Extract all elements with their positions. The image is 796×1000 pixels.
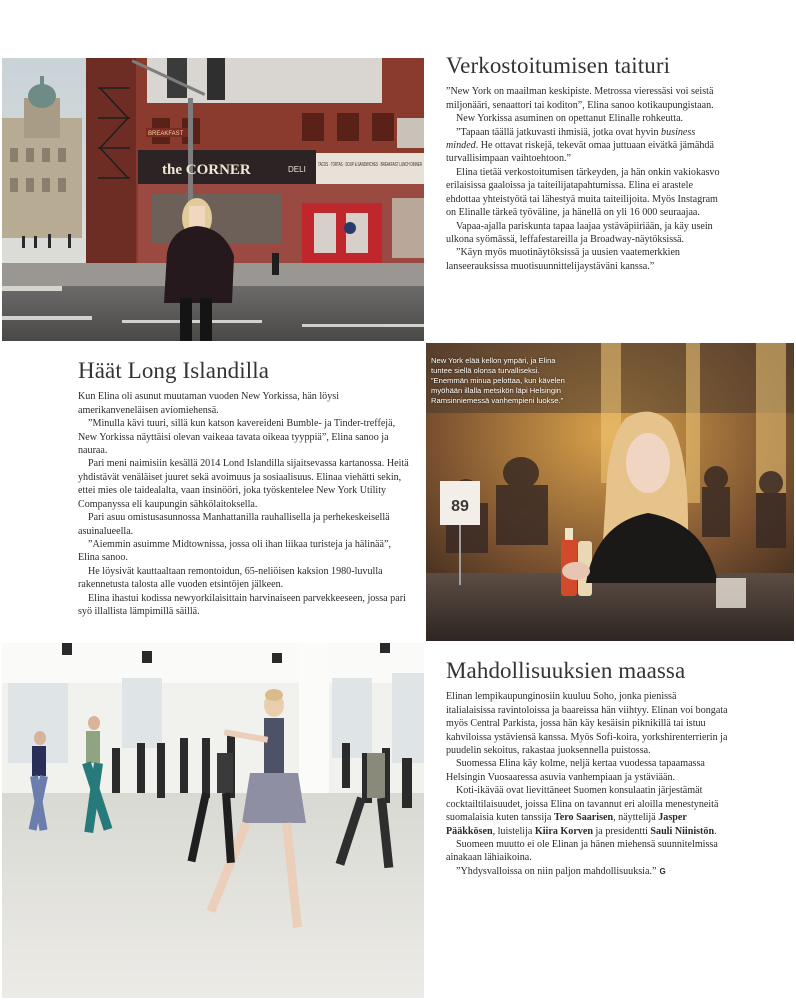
paragraph: ”Tapaan täällä jatkuvasti ihmisiä, jotka ovat hyvin business minded. He ottavat riskejä, tekevät omaa juttuaan eivätkä jämähdä turvallisimpaan vaihtoehtoon.” [446,126,714,165]
tacos-sign: TACOS · TORTAS · SOUP & SANDWICHES · BREAKFAST LUNCH DINNER [318,162,423,168]
article-title: Verkostoitumisen taituri [446,53,671,78]
street-corner-photo [2,58,424,341]
paragraph: ”Minulla kävi tuuri, sillä kun katson kavereideni Bumble- ja Tinder-treffejä, New Yorkissa näyttäisi olevan vaikeaa tavata oikeaa tyyppiä”, Elina sanoo ja nauraa. [78,418,396,457]
article-networking [446,53,728,273]
end-mark: G [659,866,666,876]
corner-sign: the CORNER [162,162,251,178]
deli-sign: DELI [288,165,306,174]
paragraph: Elina tietää verkostoitumisen tärkeyden, ja hän onkin vakiokasvo erilaisissa gaaloissa ja taiteilijatapahtumissa. Elina ei arastele ehdottaa yhteistyötä tai lähestyä muita taiteilijoita. Myös Instagram on Elinalle tärkeä työväline, ja hänellä on yli 16 000 seuraajaa. [446,166,720,219]
paragraph: Elinan lempikaupunginosiin kuuluu Soho, jonka pienissä italialaisissa ravintoloissa ja baareissa hän viihtyy. Elinan voi bongata myös Central Parkista, jossa hän käy kesäisin piknikillä tai istuu kahviloissa ystäviensä kanssa. Myös Sofi-koira, yorkshirenterrierin ja puudelin sekoitus, rakastaa juoksennella puistossa. [446,691,728,757]
paragraph: ”Aiemmin asuimme Midtownissa, jossa oli ihan liikaa turisteja ja hälinää”, Elina sanoo. [78,538,392,564]
article-wedding [78,358,412,618]
paragraph: Suomessa Elina käy kolme, neljä kertaa vuodessa tapaamassa Helsingin Vuosaaressa asuvia vanhempiaan ja ystäviään. [446,758,705,783]
paragraph: Suomeen muutto ei ole Elinan ja hänen miehensä suunnitelmissa ainakaan lähiaikoina. [446,838,718,864]
paragraph: Kun Elina oli asunut muutaman vuoden New Yorkissa, hän löysi amerikanveneläisen aviomiehensä. [78,391,340,416]
article-title: Häät Long Islandilla [78,358,270,383]
paragraph: Pari meni naimisiin kesällä 2014 Lond Islandilla sijaitsevassa kartanossa. Heitä yhdistävät venäläiset juuret sekä avoimuus ja sosiaalisuus. Elinaa viehätti sekin, ettei mies ole taidealalta, vaan insinööri, joka työskentelee New York Utility Companyssa eli kaupungin sähkölaitoksella. [78,458,409,510]
paragraph: ”New York on maailman keskipiste. Metrossa vieressäsi voi seistä miljonääri, senaattori tai koditon”, Elina sanoo kotikaupungistaan. [446,86,714,111]
table-number: 89 [451,498,469,515]
paragraph: Pari asuu omistusasunnossa Manhattanilla rauhallisella ja perhekeskeisellä asuinalueella. [78,512,390,537]
paragraph: Koti-ikävää ovat lievittäneet Suomen konsulaatin järjestämät cocktailtilaisuudet, joissa Elina on tavannut eri aloilla menestyneitä suomalaisia kuten tanssija Tero Saarisen, näyttelijä Jasper Pääkkösen, luistelija Kiira Korven ja presidentti Sauli Niinistön. [446,785,719,837]
paragraph: New Yorkissa asuminen on opettanut Elinalle rohkeutta. [456,113,684,125]
paragraph: ”Yhdysvalloissa on niin paljon mahdollisuuksia.” G [456,865,666,877]
cafe-photo-caption: New York elää kellon ympäri, ja Elina tuntee siellä olonsa turvalliseksi. ”Enemmän minua pelottaa, kun kävelen myöhään illalla metsikön läpi Helsingin Ramsinniemessä vanhempieni luokse.” [431,356,565,405]
article-title: Mahdollisuuksien maassa [446,658,686,683]
paragraph: Elina ihastui kodissa newyorkilaisittain harvinaiseen parvekkeeseen, jossa pari syö illallista lämpimillä säillä. [78,592,406,617]
article-opportunities [446,658,728,878]
paragraph: Vapaa-ajalla pariskunta tapaa laajaa ystäväpiiriään, ja käy usein ulkona syömässä, leffafestareilla ja Broadway-näytöksissä. [446,220,713,245]
paragraph: He löysivät kauttaaltaan remontoidun, 65-neliöisen kaksion 1980-luvulla rakennetusta talosta alle vuoden etsintöjen jälkeen. [78,565,383,591]
ballet-studio-photo [2,643,424,998]
breakfast-sign: BREAKFAST [148,131,184,137]
paragraph: ”Käyn myös muotinäytöksissä ja uusien vaatemerkkien lanseerauksissa muotisuunnittelijaystäväni kanssa.” [446,247,680,272]
